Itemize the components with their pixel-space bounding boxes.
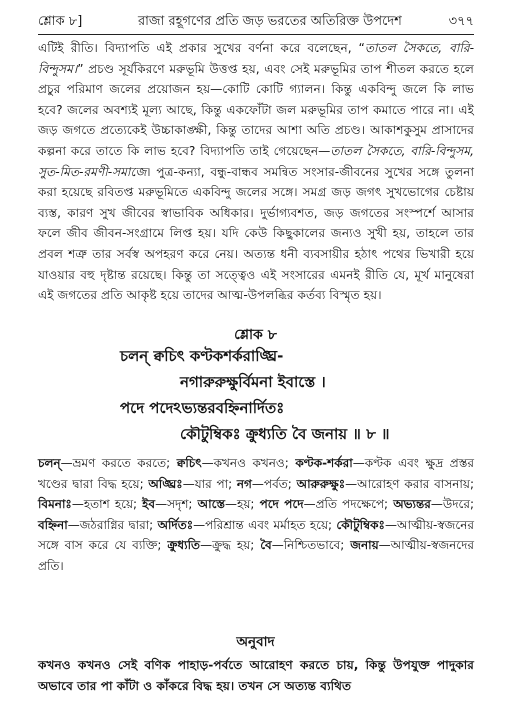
synonym-meaning: —হতাশ হয়ে; [71,497,143,512]
synonym-word: কণ্টক-শর্করা [295,456,353,470]
synonym-meaning: —কণ্টক এবং ক্ষুদ্র প্রস্তর খণ্ডের দ্বারা বিদ্ধ হয়ে; [38,456,474,491]
synonym-word: বিমনাঃ [38,497,72,512]
synonym-word: পদে পদে [259,497,304,512]
page-number: ৩৭৭ [448,14,474,29]
synonym-word: ক্বচিৎ [176,456,202,470]
verse-line-4: কৌটুম্বিকঃ ক্রুধ্যতি বৈ জনায় ॥ ৮ ॥ [180,425,390,443]
verse-line-1: চলন্ ক্বচিৎ কণ্টকশর্করাঙ্ঘ্রি- [120,347,284,365]
synonym-meaning: —পরিশ্রান্ত এবং মর্মাহত হয়ে; [193,517,337,532]
header-rule [38,34,474,35]
translation-title: অনুবাদ [236,634,275,650]
synonym-meaning: —যার পা; [182,476,237,491]
synonym-word: ইব [142,497,156,512]
synonym-meaning: —ভ্রমণ করতে করতে; [60,456,177,470]
synonym-word: অর্দিতঃ [157,517,194,532]
purport-paragraph [38,38,474,306]
header-verse-ref: শ্লোক ৮] [38,14,83,29]
verse-line-3: পদে পদেঽভ্যন্তরবহ্নিনার্দিতঃ [120,399,285,417]
synonym-word: জনায় [350,538,379,553]
synonym-meaning: —জঠরাগ্নির দ্বারা; [67,517,158,532]
synonym-word: বৈ [260,538,272,553]
purport-text-3: । পুত্র-কন্যা, বন্ধু-বান্ধব সমন্বিত সংসার-জীবনের সুখের সঙ্গে তুলনা করা হয়েছে রবিতপ্ত মরুভূমিতে একবিন্দু জলের সঙ্গে। সমগ্র জড় জগৎ সুখভোগের চেষ্টায় ব্যস্ত, কারণ সুখ জীবের স্বাভাবিক অধিকার। দুর্ভাগ্যবশত, জড় জগতের সংস্পর্শে আসার ফলে জীব জীবন-সংগ্রামে লিপ্ত হয়। যদি কেউ কিছুকালের জন্যও সুখী হয়, তাহলে তার প্রবল শত্রু তার সর্বস্ব অপহরণ করে নেয়। অত্যন্ত ধনী ব্যবসায়ীর হঠাৎ পথের ভিখারী হয়ে যাওয়ার বহু দৃষ্টান্ত রয়েছে। কিন্তু তা সত্ত্বেও এই সংসারের এমনই রীতি যে, মূর্খ মানুষেরা এই জগতের প্রতি আকৃষ্ট হয়ে তাদের আত্ম-উপলব্ধির কর্তব্য বিস্মৃত হয়। [38,164,474,303]
synonym-meaning: —আরোহণ করার বাসনায়; [345,476,475,491]
synonym-word: বহ্নিনা [38,517,68,532]
synonym-word: আরুরুক্ষুঃ [296,476,346,491]
synonym-meaning: —নিশ্চিতভাবে; [271,538,351,553]
synonym-word: আস্তে [197,497,226,512]
purport-text-1: এটিই রীতি। বিদ্যাপতি এই প্রকার সুখের বর্ণনা করে বলেছেন, “ [38,41,365,55]
verse-line-2: নগারুরুক্ষুর্বিমনা ইবাস্তে । [180,373,326,391]
running-header [38,11,474,33]
synonym-word: কৌটুম্বিকঃ [336,517,385,532]
synonym-meaning: —ক্রুদ্ধ হয়; [200,538,261,553]
vidyapati-quote-2: তাতল সৈকতে, বারি-বিন্দুসম, সুত-মিত-রমণী-সমাজে [38,143,474,179]
synonym-word: ক্রুধ্যতি [167,538,201,553]
synonyms-glossary [38,453,474,577]
synonym-meaning: —পর্বত; [251,476,297,491]
synonym-meaning: —সদৃশ; [155,497,198,512]
purport-text-2: ” প্রচণ্ড সূর্যকিরণে মরুভূমি উত্তপ্ত হয়, এবং সেই মরুভূমির তাপ শীতল করতে হলে প্রচুর পরিমাণ জলের প্রয়োজন হয়—কোটি কোটি গ্যালন। কিন্তু একবিন্দু জলে কি লাভ হবে? জলের অবশ্যই মূল্য আছে, কিন্তু একফোঁটা জল মরুভূমির তাপ কমাতে পারে না। এই জড় জগতে প্রত্যেকেই উচ্চাকাঙ্ক্ষী, কিন্তু তাদের আশা অতি প্রচণ্ড। আকাশকুসুম প্রাসাদের কল্পনা করে তাতে কি লাভ হবে? বিদ্যাপতি তাই গেয়েছেন— [38,61,474,158]
synonym-meaning: —হয়; [225,497,260,512]
synonym-meaning: —কখনও কখনও; [201,456,296,470]
synonym-word: অভ্যন্তর [393,497,431,512]
verse-title: শ্লোক ৮ [234,327,277,343]
synonym-meaning: —আত্মীয়-স্বজনদের প্রতি। [38,538,474,573]
synonym-word: অঙ্ঘ্রিঃ [148,476,183,491]
vidyapati-quote-1: তাতল সৈকতে, বারি-বিন্দুসম। [38,41,474,76]
synonym-meaning: —উদরে; [430,497,474,512]
header-chapter-title: রাজা রহূগণের প্রতি জড় ভরতের অতিরিক্ত উপদেশ [138,14,402,29]
synonym-word: চলন্ [38,456,61,470]
synonym-meaning: —আত্মীয়-স্বজনের সঙ্গে বাস করে যে ব্যক্তি; [38,517,474,553]
translation-text: কখনও কখনও সেই বণিক পাহাড়-পর্বতে আরোহণ করতে চায়, কিন্তু উপযুক্ত পাদুকার অভাবে তার পা কাঁটা ও কাঁকরে বিদ্ধ হয়। তখন সে অত্যন্ত ব্যথিত [38,658,474,693]
synonym-meaning: —প্রতি পদক্ষেপে; [303,497,394,512]
synonym-word: নগ [236,476,252,491]
